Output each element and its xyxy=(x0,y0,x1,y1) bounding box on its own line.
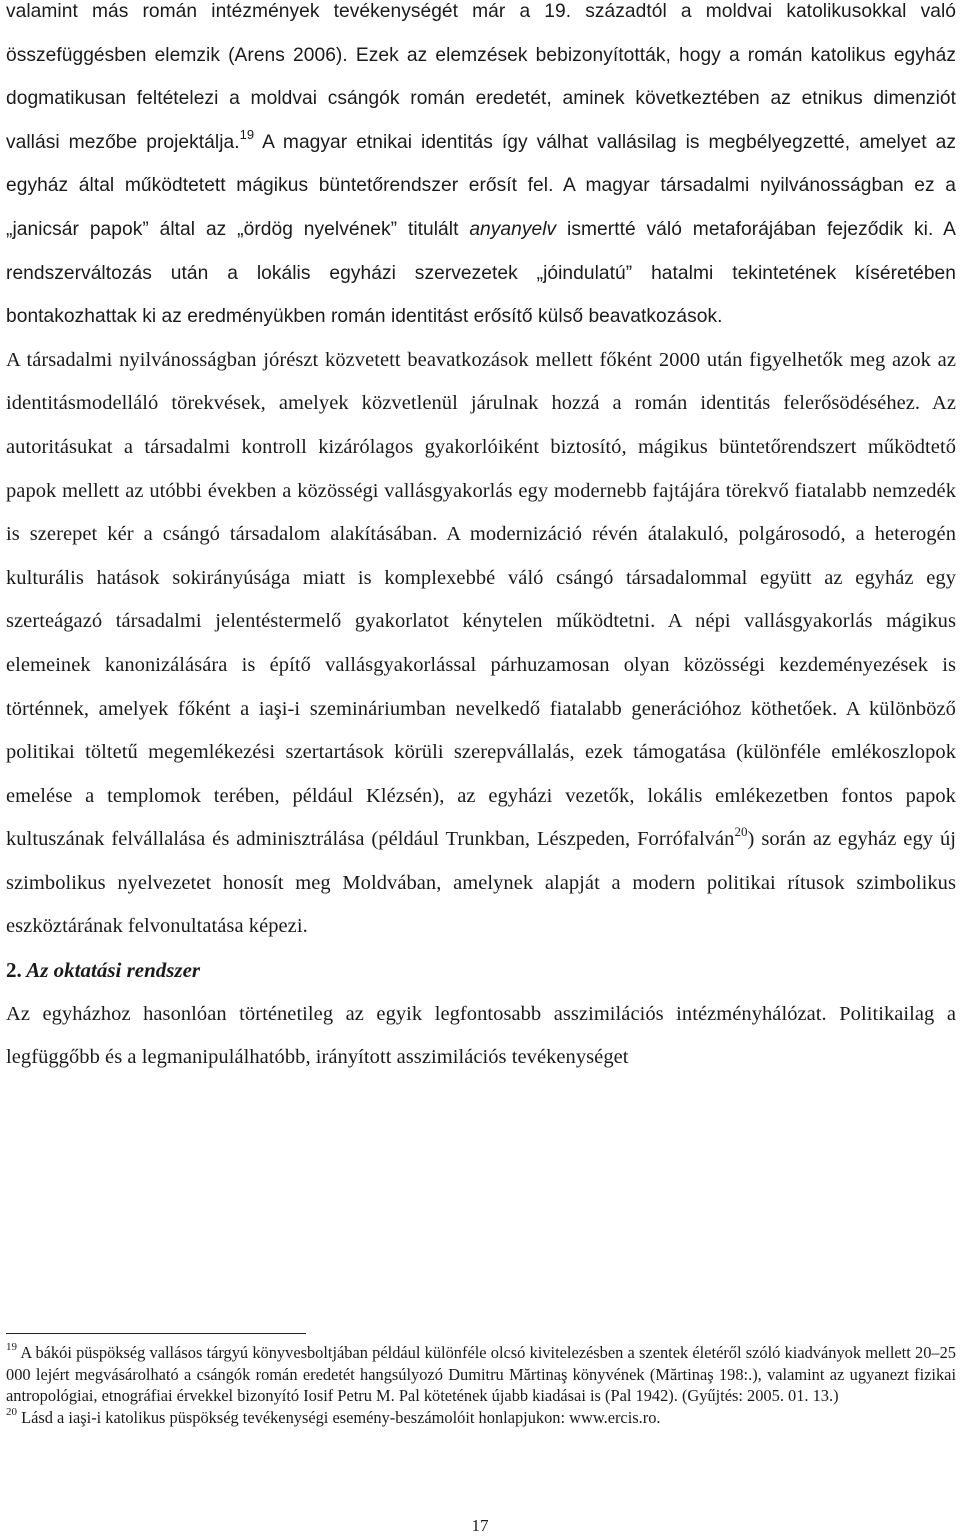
section-heading xyxy=(6,949,956,993)
section-title: Az oktatási rendszer xyxy=(21,958,201,983)
footnote-number: 19 xyxy=(6,1341,17,1353)
footnote-divider xyxy=(6,1333,306,1334)
paragraph-1-text-b: A magyar etnikai identitás így válhat vallásilag is megbélyegzetté, amelyet az egyház által működtetett mágikus büntetőrendszer erősít fel. xyxy=(6,131,956,197)
italic-term: anyanyelv xyxy=(469,218,557,240)
section-number: 2. xyxy=(6,958,22,983)
paragraph-2-text-a: A társadalmi nyilvánosságban jórészt közvetett beavatkozások mellett főként 2000 után figyelhetők meg azok az identitásmodelláló törekvések, amelyek közvetlenül járulnak hozzá a román identitás felerősödéséhez. Az autoritásukat a társadalmi kontroll kizárólagos gyakorlóiként biztosító, mágikus büntetőrendszert működtető papok mellett az utóbbi években a közösségi vallásgyakorlás egy modernebb fajtájára törekvő fiatalabb nemzedék is szerepet kér a csángó társadalom alakításában. A modernizáció révén átalakuló, polgárosodó, a heterogén kulturális hatások sokirányúsága miatt is komplexebbé váló csángó társadalommal együtt az egyház egy szerteágazó társadalmi jelentéstermelő gyakorlatot kénytelen működtetni. A népi vallásgyakorlás mágikus elemeinek kanonizálására is építő vallásgyakorlással párhuzamosan olyan közösségi kezdeményezések is történnek, amelyek főként a iaşi-i szemináriumban nevelkedő fiatalabb generációhoz köthetőek. A különböző politikai töltetű megemlékezési szertartások körüli szerepvállalás, ezek támogatása (különféle emlékoszlopok emelése a templomok terében, például Klézsén), az egyházi vezetők, lokális emlékezetben fontos papok kultuszának felvállalása és adminisztrálása (például Trunkban, Lészpeden, Forrófalván xyxy=(6,348,956,851)
footnote-text: A bákói püspökség vallásos tárgyú könyvesboltjában például különféle olcsó kivitelezésben a szentek életéről szóló kiadványok mellett 20–25 000 lejért megvásárolható a csángók román eredetét hangsúlyozó Dumitru Mărtinaş könyvének (Mărtinaş 198:.), valamint az ugyanezt fizikai antropológiai, etnográfiai érvekkel bizonyító Iosif Petru M. Pal kötetének újabb kiadásai is (Pal 1942). (Gyűjtés: 2005. 01. 13.) xyxy=(6,1343,956,1406)
footnote-number: 20 xyxy=(6,1405,17,1418)
paragraph-1-text-d: ismertté váló metaforájában fejeződik ki. A rendszerváltozás után a lokális egyházi szervezetek „jóindulatú” hatalmi tekintetének kíséretében bontakozhattak ki az eredményükben román identitást erősítő külső beavatkozások. xyxy=(6,218,956,328)
footnote-text: Lásd a iaşi-i katolikus püspökség tevékenységi esemény-beszámolóit honlapjukon: www.ercis.ro. xyxy=(17,1407,661,1427)
footnote-20 xyxy=(6,1407,956,1429)
page-body xyxy=(6,0,956,1080)
paragraph-1-text-c: A magyar társadalmi nyilvánosságban ez a „janicsár papok” által az „ördög nyelvének” titulált xyxy=(6,175,956,240)
page-number: 17 xyxy=(471,1516,489,1535)
paragraph-3 xyxy=(6,993,956,1080)
footnote-ref-19[interactable]: 19 xyxy=(239,126,255,142)
footnote-ref-20[interactable]: 20 xyxy=(734,824,748,840)
footnote-19 xyxy=(6,1342,956,1407)
paragraph-3-text: Az egyházhoz hasonlóan történetileg az egyik legfontosabb asszimilációs intézményhálózat. Politikailag a legfüggőbb és a legmanipulálhatóbb, irányított asszimilációs tevékenységet xyxy=(6,1002,956,1069)
footnotes xyxy=(6,1342,956,1428)
paragraph-2-text-b: ) során az egyház egy új szimbolikus nyelvezetet honosít meg Moldvában, amelynek alapját a modern politikai rítusok szimbolikus eszköztárának felvonultatása képezi. xyxy=(6,828,956,938)
paragraph-2 xyxy=(6,339,956,949)
paragraph-1 xyxy=(6,0,956,339)
paragraph-1-text-a: valamint más román intézmények tevékenységét már a 19. századtól a moldvai katolikusokkal való összefüggésben elemzik (Arens 2006). Ezek az elemzések bebizonyították, hogy a román katolikus egyház dogmatikusan feltételezi a moldvai csángók román eredetét, aminek következtében az etnikus dimenziót vallási mezőbe projektálja. xyxy=(6,1,956,153)
